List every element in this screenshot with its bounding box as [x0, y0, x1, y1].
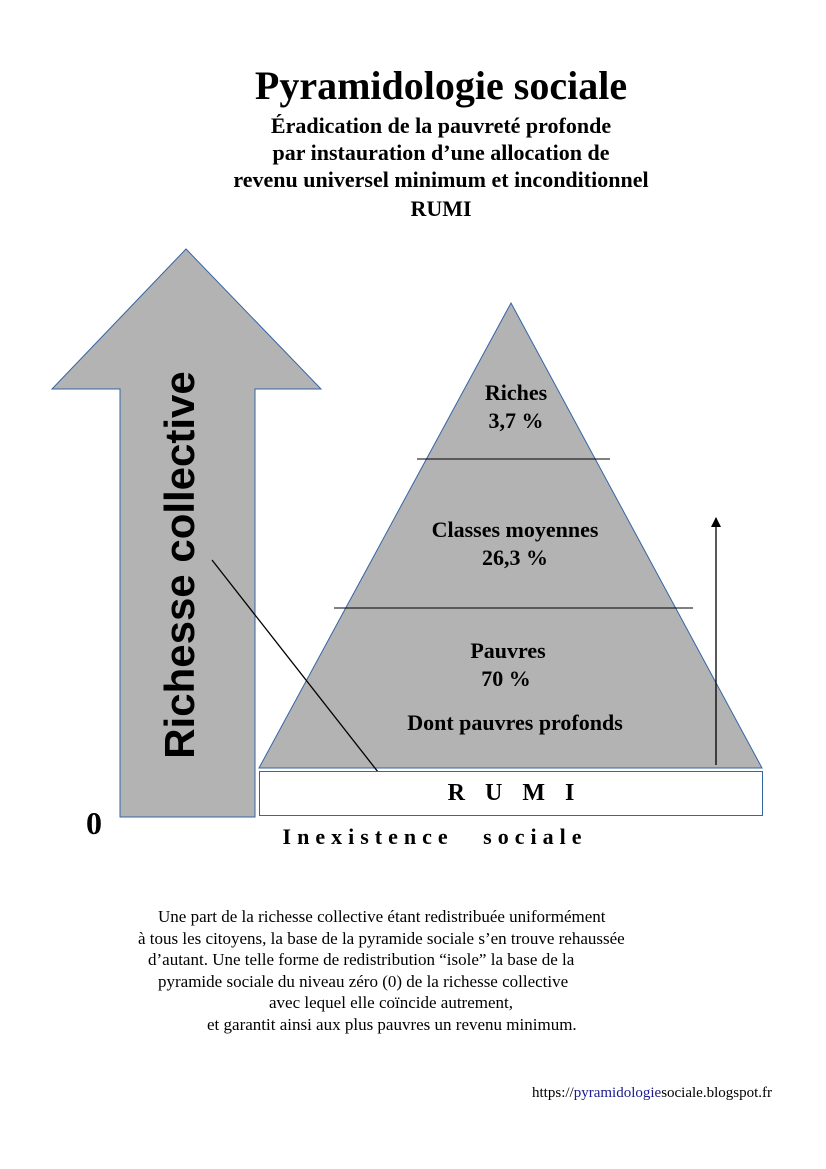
- blog-url[interactable]: [532, 1083, 772, 1103]
- explanation-line-5: avec lequel elle coïncide autrement,: [269, 993, 514, 1012]
- subtitle-line-3: revenu universel minimum et inconditionnel: [233, 167, 649, 192]
- wealth-arrow-label: Richesse collective: [156, 371, 203, 759]
- url-highlight: pyramidologie: [573, 1085, 662, 1101]
- url-prefix: https://: [532, 1085, 574, 1101]
- tier-pauvres-share: 70 %: [481, 666, 531, 691]
- tier-pauvres-note: Dont pauvres profonds: [407, 710, 623, 735]
- rumi-base-box: RUMI: [259, 771, 763, 816]
- explanation-line-2: à tous les citoyens, la base de la pyramide sociale s’en trouve rehaussée: [138, 929, 625, 948]
- blog-url-link[interactable]: [532, 1085, 772, 1101]
- tier-riches-share: 3,7 %: [488, 408, 544, 433]
- tier-pauvres-name: Pauvres: [470, 638, 546, 663]
- tier-riches-name: Riches: [484, 380, 548, 405]
- zero-level-label: 0: [86, 805, 102, 841]
- subtitle-acronym: RUMI: [410, 196, 472, 221]
- explanation-line-3: d’autant. Une telle forme de redistribution “isole” la base de la: [148, 950, 575, 969]
- explanation-line-6: et garantit ainsi aux plus pauvres un revenu minimum.: [207, 1015, 577, 1034]
- page-title: Pyramidologie sociale: [254, 63, 628, 108]
- explanation-line-1: Une part de la richesse collective étant redistribuée uniformément: [158, 907, 606, 926]
- subtitle-line-2: par instauration d’une allocation de: [272, 140, 610, 165]
- social-inexistence-label: Inexistence sociale: [282, 824, 588, 849]
- explanation-line-4: pyramide sociale du niveau zéro (0) de la richesse collective: [158, 972, 569, 991]
- url-suffix: sociale.blogspot.fr: [661, 1085, 772, 1101]
- tier-moyennes-name: Classes moyennes: [431, 517, 599, 542]
- subtitle-line-1: Éradication de la pauvreté profonde: [270, 113, 612, 138]
- tier-moyennes-share: 26,3 %: [482, 545, 548, 570]
